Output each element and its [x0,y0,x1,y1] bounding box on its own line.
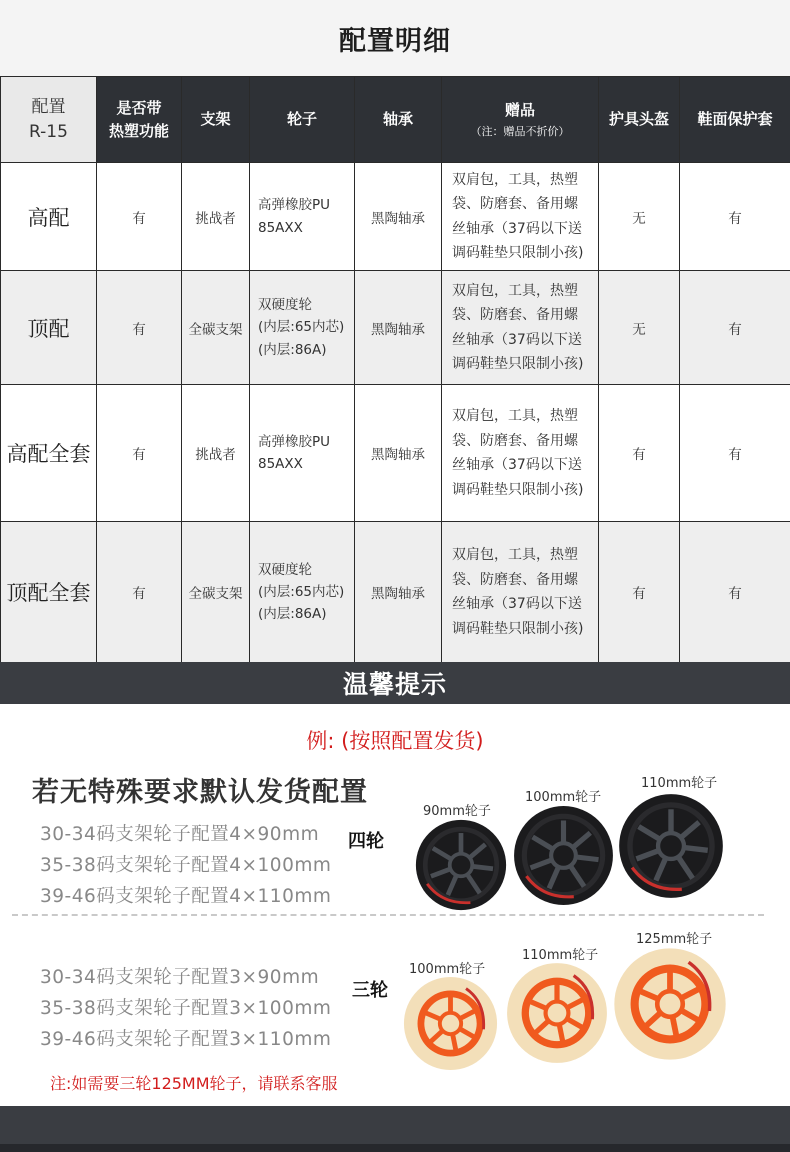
protector-value: 无 [599,163,680,271]
shoe-cover-value: 有 [680,522,790,663]
frame-value: 挑战者 [182,163,250,271]
shoe-cover-value: 有 [680,385,790,522]
wheel-size-label: 125mm轮子 [636,932,713,947]
orange-wheel-icon [402,975,499,1072]
black-wheel-icon [414,818,508,912]
wheel-size-label: 100mm轮子 [525,790,602,805]
four-wheel-config-line: 35-38码支架轮子配置4×100mm [40,855,332,876]
wheel-size-label: 100mm轮子 [409,962,486,977]
frame-value: 全碳支架 [182,522,250,663]
frame-value: 挑战者 [182,385,250,522]
three-wheel-config-line: 35-38码支架轮子配置3×100mm [40,998,332,1019]
four-wheel-config-line: 30-34码支架轮子配置4×90mm [40,824,320,845]
shoe-cover-value: 有 [680,271,790,385]
wheel-value: 高弹橡胶PU 85AXX [250,163,355,271]
wheel-size-label: 110mm轮子 [522,948,599,963]
wheel-size-label: 90mm轮子 [423,804,491,819]
notice-banner [0,662,790,704]
orange-wheel-icon [505,961,609,1065]
gift-value: 双肩包，工具，热塑 袋、防磨套、备用螺 丝轴承（37码以下送 调码鞋垫只限制小孩) [442,271,599,385]
bearing-value: 黑陶轴承 [355,163,442,271]
thermo-value: 有 [97,163,182,271]
row-name: 顶配 [1,271,97,385]
header-config: 配置 R-15 [1,77,97,163]
footer-strip [0,1144,790,1152]
table-row [1,163,790,271]
header-frame: 支架 [182,77,250,163]
title-bar [0,0,790,76]
wheel-size-label: 110mm轮子 [641,776,718,791]
wheel-value: 高弹橡胶PU 85AXX [250,385,355,522]
frame-value: 全碳支架 [182,271,250,385]
black-wheel-icon [512,804,615,907]
footer-bar [0,1106,790,1152]
gift-value: 双肩包，工具，热塑 袋、防磨套、备用螺 丝轴承（37码以下送 调码鞋垫只限制小孩) [442,522,599,663]
row-name: 高配全套 [1,385,97,522]
shoe-cover-value: 有 [680,163,790,271]
thermo-value: 有 [97,522,182,663]
page-title: 配置明细 [339,25,451,57]
black-wheel-icon [617,792,725,900]
header-shoe-cover: 鞋面保护套 [680,77,790,163]
header-protector: 护具头盔 [599,77,680,163]
three-wheel-label: 三轮 [352,980,388,1001]
gift-value: 双肩包，工具，热塑 袋、防磨套、备用螺 丝轴承（37码以下送 调码鞋垫只限制小孩) [442,163,599,271]
default-config-title: 若无特殊要求默认发货配置 [32,777,368,808]
table-row [1,385,790,522]
dashed-divider [12,914,764,916]
table-header-row [1,77,790,163]
protector-value: 有 [599,522,680,663]
three-wheel-config-line: 39-46码支架轮子配置3×110mm [40,1029,332,1050]
thermo-value: 有 [97,271,182,385]
bearing-value: 黑陶轴承 [355,385,442,522]
three-wheel-config-line: 30-34码支架轮子配置3×90mm [40,967,320,988]
header-wheels: 轮子 [250,77,355,163]
four-wheel-label: 四轮 [348,831,384,852]
header-gift: 赠品 （注：赠品不折价） [442,77,599,163]
table-row [1,271,790,385]
wheel-value: 双硬度轮 (内层:65内芯) (内层:86A) [250,522,355,663]
bearing-value: 黑陶轴承 [355,522,442,663]
header-thermo: 是否带 热塑功能 [97,77,182,163]
gift-value: 双肩包，工具，热塑 袋、防磨套、备用螺 丝轴承（37码以下送 调码鞋垫只限制小孩) [442,385,599,522]
wheel-value: 双硬度轮 (内层:65内芯) (内层:86A) [250,271,355,385]
config-table [0,76,790,663]
orange-wheel-icon [612,946,728,1062]
example-note: 例: (按照配置发货) [306,729,484,753]
four-wheel-config-line: 39-46码支架轮子配置4×110mm [40,886,332,907]
notice-title: 温馨提示 [342,670,447,699]
header-bearing: 轴承 [355,77,442,163]
contact-note: 注:如需要三轮125MM轮子，请联系客服 [50,1074,338,1093]
row-name: 顶配全套 [1,522,97,663]
bearing-value: 黑陶轴承 [355,271,442,385]
thermo-value: 有 [97,385,182,522]
row-name: 高配 [1,163,97,271]
protector-value: 有 [599,385,680,522]
table-row [1,522,790,663]
protector-value: 无 [599,271,680,385]
